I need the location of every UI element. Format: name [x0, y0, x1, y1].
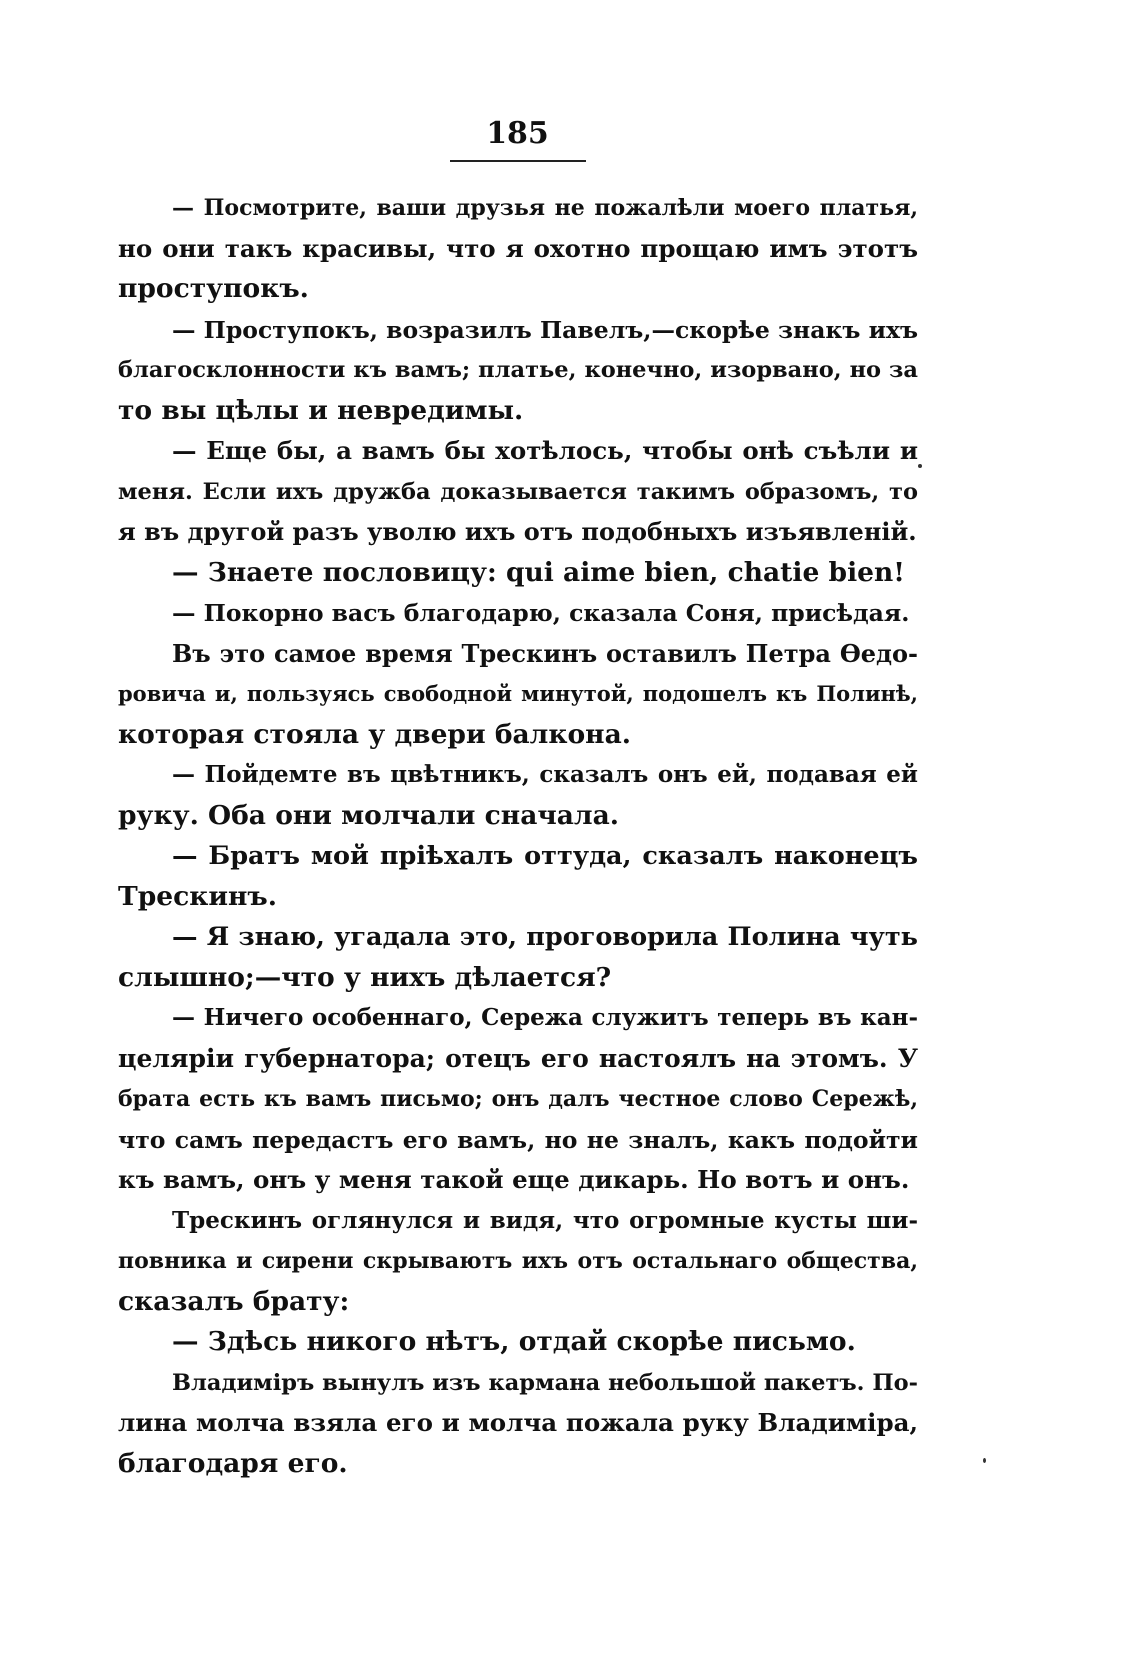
paragraph — [118, 755, 918, 836]
text-line: я въ другой разъ уволю ихъ отъ подобныхъ изъявленій. — [118, 517, 917, 546]
text-line: то вы цѣлы и невредимы. — [118, 394, 524, 426]
paragraph — [118, 593, 918, 634]
scan-speck — [918, 464, 922, 468]
text-line: что самъ передастъ его вамъ, но не зналъ, какъ подойти — [118, 1125, 918, 1154]
paragraph — [118, 917, 918, 998]
text-line: руку. Оба они молчали сначала. — [118, 799, 620, 831]
text-line: благосклонности къ вамъ; платье, конечно, изорвано, но за — [118, 357, 918, 383]
scan-speck — [983, 1458, 986, 1463]
paragraph — [118, 836, 918, 917]
text-line: — Ничего особеннаго, Сережа служитъ теперь въ кан- — [172, 1004, 918, 1031]
paragraph — [118, 1363, 918, 1485]
page-number: 185 — [486, 116, 549, 151]
paragraph — [118, 310, 918, 432]
paragraph — [118, 188, 918, 310]
text-line: меня. Если ихъ дружба доказывается такимъ образомъ, то — [118, 478, 918, 505]
text-line: проступокъ. — [118, 273, 309, 304]
text-line: — Посмотрите, ваши друзья не пожалѣли моего платья, — [172, 195, 918, 221]
text-line: сказалъ брату: — [118, 1285, 350, 1317]
paragraph — [118, 998, 918, 1201]
text-line: — Покорно васъ благодарю, сказала Соня, присѣдая. — [172, 599, 910, 627]
text-line: брата есть къ вамъ письмо; онъ далъ честное слово Сережѣ, — [118, 1086, 918, 1112]
text-line: целяріи губернатора; отецъ его настоялъ на этомъ. У — [118, 1043, 918, 1073]
text-line: повника и сирени скрываютъ ихъ отъ остальнаго общества, — [118, 1248, 918, 1274]
paragraph — [118, 1201, 918, 1323]
text-line: — Знаете пословицу: qui aime bien, chatie bien! — [172, 556, 905, 588]
paragraph — [118, 553, 918, 594]
text-line: Въ это самое время Трескинъ оставилъ Петра Өедо- — [172, 638, 918, 668]
text-line: ровича и, пользуясь свободной минутой, подошелъ къ Полинѣ, — [118, 681, 918, 706]
text-line: — Братъ мой пріѣхалъ оттуда, сказалъ наконецъ — [172, 841, 918, 871]
paragraph — [118, 1322, 918, 1363]
text-body — [118, 188, 918, 1484]
paragraph — [118, 431, 918, 553]
text-line: слышно;—что у нихъ дѣлается? — [118, 961, 612, 993]
text-line: Владиміръ вынулъ изъ кармана небольшой пакетъ. По- — [172, 1369, 918, 1396]
text-line: но они такъ красивы, что я охотно прощаю имъ этотъ — [118, 233, 918, 263]
text-line: къ вамъ, онъ у меня такой еще дикарь. Но вотъ и онъ. — [118, 1165, 910, 1194]
text-line: — Здѣсь никого нѣтъ, отдай скорѣе письмо. — [172, 1326, 856, 1357]
text-line: — Еще бы, а вамъ бы хотѣлось, чтобы онѣ съѣли и — [172, 436, 918, 465]
text-line: Трескинъ оглянулся и видя, что огромные кусты ши- — [172, 1206, 918, 1234]
text-line: — Я знаю, угадала это, проговорила Полина чуть — [172, 922, 918, 952]
text-line: — Проступокъ, возразилъ Павелъ,—скорѣе знакъ ихъ — [172, 315, 918, 344]
text-line: — Пойдемте въ цвѣтникъ, сказалъ онъ ей, подавая ей — [172, 761, 918, 788]
text-line: Трескинъ. — [118, 880, 277, 912]
paragraph — [118, 634, 918, 756]
page-number-rule — [450, 160, 586, 162]
text-line: лина молча взяла его и молча пожала руку Владиміра, — [118, 1408, 918, 1437]
text-line: которая стояла у двери балкона. — [118, 718, 631, 750]
text-line: благодаря его. — [118, 1447, 348, 1479]
